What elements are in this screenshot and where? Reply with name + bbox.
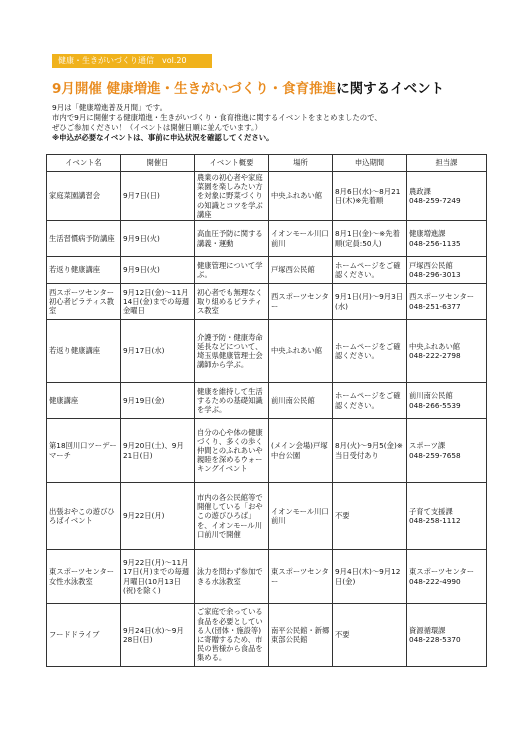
intro-line-1: 9月は「健康増進普及月間」です。	[52, 103, 167, 112]
table-row	[47, 604, 487, 667]
contact-cell: 中央ふれあい館 048-222-2798	[407, 320, 487, 383]
event-name-cell: 若返り健康講座	[47, 257, 121, 284]
event-name-cell: 家庭菜園講習会	[47, 172, 121, 221]
event-name-cell: 東スポーツセンター女性水泳教室	[47, 550, 121, 604]
application-period-cell: 9月1日(月)～9月3日(水)	[333, 284, 407, 320]
events-table	[46, 154, 487, 667]
intro-note: ※申込が必要なイベントは、事前に申込状況を確認してください。	[52, 133, 274, 142]
place-cell: 東スポーツセンター	[269, 550, 333, 604]
overview-cell: ご家庭で余っている食品を必要としている人(団体・施設等)に寄贈するため、市民の皆様から食品を集める。	[195, 604, 269, 667]
table-row	[47, 320, 487, 383]
place-cell: 中央ふれあい館	[269, 172, 333, 221]
header-place: 場所	[269, 155, 333, 172]
intro-text	[52, 103, 482, 143]
date-cell: 9月24日(水)～9月28日(日)	[121, 604, 195, 667]
application-period-cell: 8月6日(水)～8月21日(木)※先着順	[333, 172, 407, 221]
application-period-cell: 8月(火)～9月5(金)※当日受付あり	[333, 419, 407, 483]
date-cell: 9月19日(金)	[121, 383, 195, 419]
contact-cell: スポーツ課 048-259-7658	[407, 419, 487, 483]
application-period-cell: 不要	[333, 604, 407, 667]
intro-line-3: ぜひご参加ください！（イベントは開催日順に並んでいます。）	[52, 123, 263, 132]
overview-cell: 自分の心や体の健康づくり、多くの歩く仲間とのふれあいや親睦を深めるウォーキングイベント	[195, 419, 269, 483]
overview-cell: 市内の各公民館等で開催している「おやこの遊びひろば」を、イオンモール川口前川で開催	[195, 483, 269, 550]
date-cell: 9月22日(月)	[121, 483, 195, 550]
title-highlight: 健康増進・生きがいづくり・食育推進	[106, 81, 337, 97]
title-prefix: 9月開催	[52, 81, 107, 97]
event-name-cell: フードドライブ	[47, 604, 121, 667]
place-cell: 西スポーツセンター	[269, 284, 333, 320]
place-cell: 中央ふれあい館	[269, 320, 333, 383]
event-name-cell: 出張おやこの遊びひろばイベント	[47, 483, 121, 550]
date-cell: 9月9日(火)	[121, 221, 195, 257]
overview-cell: 健康管理について学ぶ。	[195, 257, 269, 284]
event-name-cell: 若返り健康講座	[47, 320, 121, 383]
place-cell: 南平公民館・新郷東部公民館	[269, 604, 333, 667]
table-row	[47, 257, 487, 284]
overview-cell: 介護予防・健康寿命延長などについて、埼玉県健康管理士会講師から学ぶ。	[195, 320, 269, 383]
contact-cell: 子育て支援課 048-258-1112	[407, 483, 487, 550]
header-event-name: イベント名	[47, 155, 121, 172]
date-cell: 9月12日(金)～11月14日(金)までの毎週金曜日	[121, 284, 195, 320]
contact-cell: 東スポーツセンター 048-222-4990	[407, 550, 487, 604]
intro-line-2: 市内で9月に開催する健康増進・生きがいづくり・食育推進に関するイベントをまとめましたので、	[52, 113, 382, 122]
page-title	[52, 80, 492, 98]
date-cell: 9月20日(土)、9月21日(日)	[121, 419, 195, 483]
date-cell: 9月17日(水)	[121, 320, 195, 383]
header-contact: 担当課	[407, 155, 487, 172]
table-row	[47, 221, 487, 257]
contact-cell: 農政課 048-259-7249	[407, 172, 487, 221]
event-name-cell: 健康講座	[47, 383, 121, 419]
header-application-period: 申込期間	[333, 155, 407, 172]
date-cell: 9月22日(月)～11月17日(月)までの毎週月曜日(10月13日(祝)を除く)	[121, 550, 195, 604]
application-period-cell: ホームページをご確認ください。	[333, 320, 407, 383]
event-name-cell: 第18回川口ツーデーマーチ	[47, 419, 121, 483]
table-row	[47, 483, 487, 550]
overview-cell: 泳力を問わず参加できる水泳教室	[195, 550, 269, 604]
event-name-cell: 生活習慣病予防講座	[47, 221, 121, 257]
application-period-cell: 不要	[333, 483, 407, 550]
place-cell: 前川南公民館	[269, 383, 333, 419]
overview-cell: 高血圧予防に関する講義・運動	[195, 221, 269, 257]
table-row	[47, 550, 487, 604]
contact-cell: 資源循環課 048-228-5370	[407, 604, 487, 667]
contact-cell: 前川南公民館 048-266-5539	[407, 383, 487, 419]
table-row	[47, 172, 487, 221]
application-period-cell: ホームページをご確認ください。	[333, 383, 407, 419]
table-row	[47, 419, 487, 483]
header-date: 開催日	[121, 155, 195, 172]
date-cell: 9月7日(日)	[121, 172, 195, 221]
overview-cell: 健康を維持して生活するための基礎知識を学ぶ。	[195, 383, 269, 419]
event-name-cell: 西スポーツセンター初心者ピラティス教室	[47, 284, 121, 320]
table-row	[47, 284, 487, 320]
overview-cell: 農業の初心者や家庭菜園を楽しみたい方を対象に野菜づくりの知識とコツを学ぶ講座	[195, 172, 269, 221]
header-overview: イベント概要	[195, 155, 269, 172]
table-header-row	[47, 155, 487, 172]
overview-cell: 初心者でも無理なく取り組めるピラティス教室	[195, 284, 269, 320]
application-period-cell: 8月1日(金)～※先着順(定員:50人)	[333, 221, 407, 257]
place-cell: 戸塚西公民館	[269, 257, 333, 284]
date-cell: 9月9日(火)	[121, 257, 195, 284]
place-cell: イオンモール川口前川	[269, 221, 333, 257]
application-period-cell: ホームページをご確認ください。	[333, 257, 407, 284]
place-cell: (メイン会場)戸塚中台公園	[269, 419, 333, 483]
table-row	[47, 383, 487, 419]
contact-cell: 戸塚西公民館 048-296-3013	[407, 257, 487, 284]
contact-cell: 西スポーツセンター 048-251-6377	[407, 284, 487, 320]
events-table-body	[47, 172, 487, 667]
newsletter-banner: 健康・生きがいづくり通信 vol.20	[52, 54, 212, 68]
place-cell: イオンモール川口前川	[269, 483, 333, 550]
application-period-cell: 9月4日(木)～9月12日(金)	[333, 550, 407, 604]
title-suffix: に関するイベント	[336, 81, 445, 97]
contact-cell: 健康増進課 048-256-1135	[407, 221, 487, 257]
